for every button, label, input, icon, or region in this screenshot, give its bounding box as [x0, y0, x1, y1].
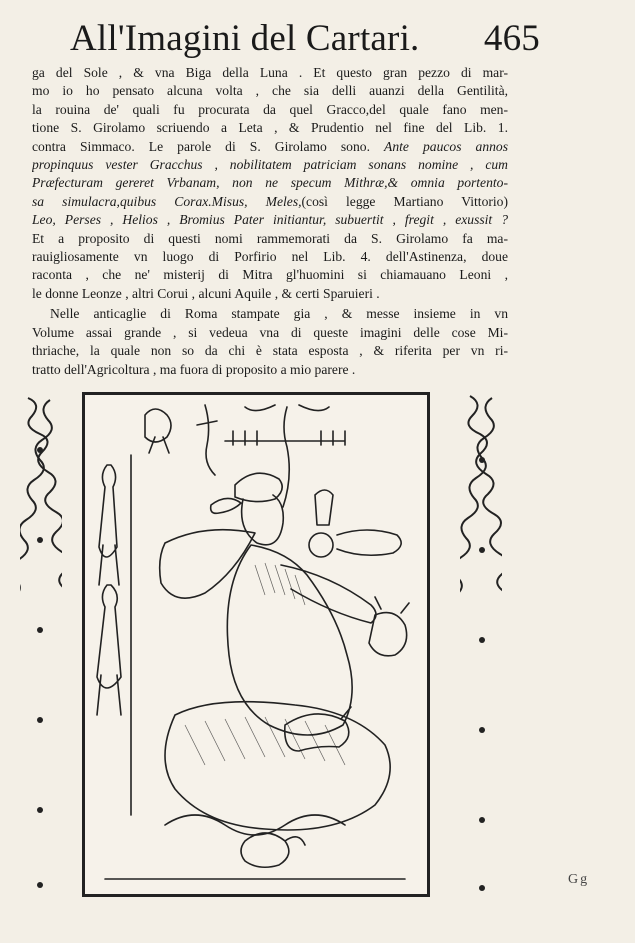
flying-figure-top — [197, 405, 217, 475]
text-line-8 — [32, 193, 508, 211]
dog — [285, 707, 351, 751]
text-line-10: Et a proposito di questi nomi rammemorati da S. Girolamo fa ma- — [32, 230, 508, 246]
para2-line-2: Volume assai grande , si vedeua vna di queste imagini delle cose Mi- — [32, 324, 508, 340]
text-line-5-roman: contra Simmaco. Le parole di S. Girolamo sono. — [32, 138, 370, 154]
scorpion — [241, 833, 305, 867]
text-line-2: mo io ho pensato alcuna volta , che sia delli auanzi della Gentilità, — [32, 83, 508, 99]
text-line-6: propinquus vester Gracchus , nobilitatem patriciam sonans nomine , cum — [32, 157, 508, 173]
right-ornament-border — [460, 390, 502, 900]
torchbearer-upper — [99, 465, 119, 585]
text-line-5-italic: Ante paucos annos — [384, 138, 508, 154]
mithras-arm — [281, 565, 376, 623]
text-line-1: ga del Sole , & vna Biga della Luna . Et questo gran pezzo di mar- — [32, 65, 508, 80]
mithras-body — [227, 545, 352, 735]
text-line-12: raconta , che ne' misterij di Mitra gl'huomini si chiamauano Leoni , — [32, 267, 508, 283]
text-line-11: rauigliosamente vn luogo di Porfirio nel Lib. 4. dell'Astinenza, doue — [32, 249, 508, 265]
woodcut-mithras-scene — [82, 392, 430, 897]
text-line-13: le donne Leonze , altri Corui , alcuni Aquile , & certi Sparuieri . — [32, 285, 380, 301]
chariot-horses — [337, 530, 401, 555]
winged-figures-top-left — [145, 409, 171, 453]
para2-line-1: Nelle anticaglie di Roma stampate gia , & messe insieme in vn — [50, 306, 508, 322]
chariot-figure — [315, 490, 333, 525]
text-line-8-roman: (così legge Martiano Vittorio) — [301, 193, 508, 209]
left-ornament-border — [20, 390, 62, 900]
bull-body — [165, 702, 390, 830]
text-line-7: Præfecturam gereret Vrbanam, non ne specum Mithræ,& omnia portento- — [32, 175, 508, 191]
bull-head — [369, 597, 409, 656]
winged-sun-figure — [245, 405, 329, 507]
raven — [211, 498, 241, 513]
text-line-4: tione S. Girolamo scriuendo a Leta , & Prudentio nel fine del Lib. 1. — [32, 120, 508, 136]
serpent — [165, 815, 345, 835]
para2-line-3: thriache, la quale non so da chi è stata esposta , & riferita per vn ri- — [32, 343, 508, 359]
chariot-wheel — [309, 533, 333, 557]
running-title: All'Imagini del Cartari. — [70, 18, 420, 59]
mithras-cloak — [160, 530, 255, 598]
body-text — [32, 64, 508, 379]
text-line-5 — [32, 138, 508, 156]
para2-line-4: tratto dell'Agricoltura , ma fuora di proposito a mio parere . — [32, 361, 356, 377]
text-line-8-italic: sa simulacra,quibus Corax.Misus, Meles, — [32, 193, 302, 209]
text-line-3: la rouina de' quali fu procurata da quel Gracco,del quale fano men- — [32, 101, 508, 117]
mithras-head — [242, 495, 284, 545]
illustration — [20, 390, 520, 905]
torchbearer-lower — [97, 585, 121, 715]
paragraph-2 — [32, 305, 508, 379]
running-head — [70, 14, 540, 64]
page-number: 465 — [483, 18, 540, 59]
signature-mark: Gg — [568, 872, 590, 887]
text-line-9: Leo, Perses , Helios , Bromius Pater initiantur, subuertit , fregit , exussit ? — [32, 212, 508, 228]
